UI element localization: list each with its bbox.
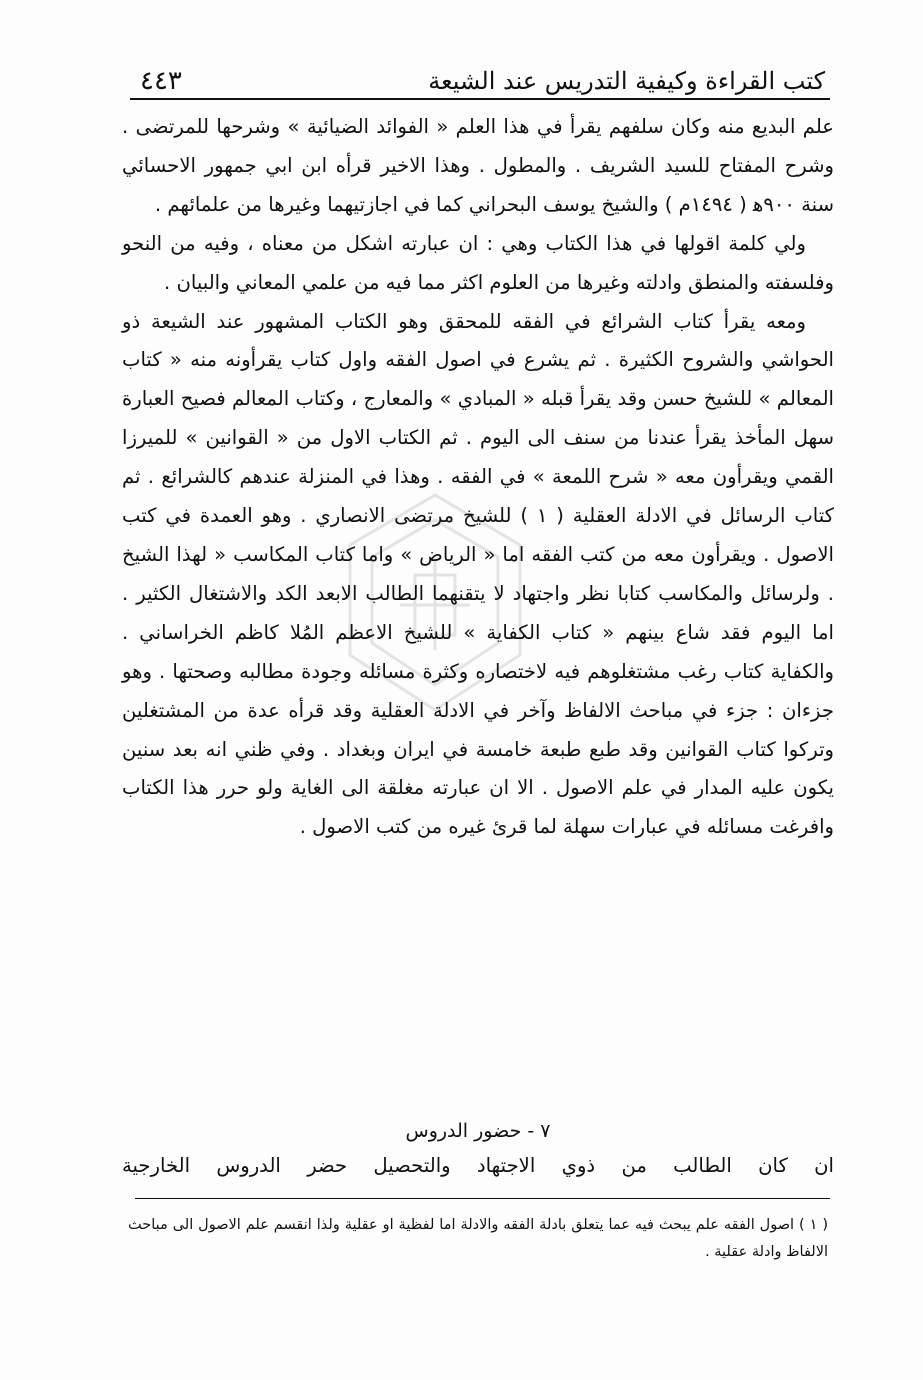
page-header (140, 52, 825, 96)
footnote-rule (135, 1198, 830, 1199)
section-first-line: ان كان الطالب من ذوي الاجتهاد والتحصيل حضر الدروس الخارجية (122, 1154, 834, 1177)
section-heading: ٧ - حضور الدروس (405, 1120, 551, 1142)
footnotes (128, 1212, 828, 1266)
running-title: كتب القراءة وكيفية التدريس عند الشيعة (428, 67, 825, 95)
footnote-1: ( ١ ) اصول الفقه علم يبحث فيه عما يتعلق بادلة الفقه والادلة اما لفظية او عقلية ولذا انقسم علم الاصول الى مباحث الالفاظ وادلة عقلية . (128, 1217, 828, 1260)
paragraph-2: ولي كلمة اقولها في هذا الكتاب وهي : ان عبارته اشكل من معناه ، وفيه من النحو وفلسفته والمنطق وادلته وغيرها من العلوم اكثر مما فيه من علمي المعاني والبيان . (122, 231, 834, 294)
header-rule (130, 98, 830, 100)
paragraph-1: علم البديع منه وكان سلفهم يقرأ في هذا العلم « الفوائد الضيائية » وشرحها للمرتضى . وشرح المفتاح للسيد الشريف . والمطول . وهذا الاخير قرأه ابن ابي جمهور الاحسائي سنة ٩٠٠ﻫ ( ١٤٩٤م ) والشيخ يوسف البحراني كما في اجازتيهما وغيرها من علمائهم . (122, 115, 834, 216)
paragraph-3: ومعه يقرأ كتاب الشرائع في الفقه للمحقق وهو الكتاب المشهور عند الشيعة ذو الحواشي والشروح الكثيرة . ثم يشرع في اصول الفقه واول كتاب يقرأونه منه « كتاب المعالم » للشيخ حسن وقد يقرأ قبله « المبادي » والمعارج ، وكتاب المعالم فصيح العبارة سهل المأخذ يقرأ عندنا من سنف الى اليوم . ثم الكتاب الاول من « القوانين » للميرزا القمي ويقرأون معه « شرح اللمعة » في الفقه . وهذا في المنزلة عندهم كالشرائع . ثم كتاب الرسائل في الادلة العقلية ( ١ ) للشيخ مرتضى الانصاري . وهو العمدة في كتب الاصول . ويقرأون معه من كتب الفقه اما « الرياض » واما كتاب المكاسب « لهذا الشيخ . ولرسائل والمكاسب كتابا نظر واجتهاد لا يتقنهما الطالب الابعد الكد والاشتغال الكثير . اما اليوم فقد شاع بينهم « كتاب الكفاية » للشيخ الاعظم المُلا كاظم الخراساني . والكفاية كتاب رغب مشتغلوهم فيه لاختصاره وكثرة مسائله وجودة مطالبه وصحتها . وهو جزءان : جزء في مباحث الالفاظ وآخر في الادلة العقلية وقد قرأه عدة من المشتغلين وتركوا كتاب القوانين وقد طبع طبعة خامسة في ايران وبغداد . وفي ظني انه بعد سنين يكون عليه المدار في علم الاصول . الا ان عبارته مغلقة الى الغاية ولو حرر هذا الكتاب وافرغت مسائله في عبارات سهلة لما قرئ غيره من كتب الاصول . (122, 309, 834, 839)
page-number: ٤٤٣ (140, 66, 182, 96)
body-text (122, 108, 834, 847)
